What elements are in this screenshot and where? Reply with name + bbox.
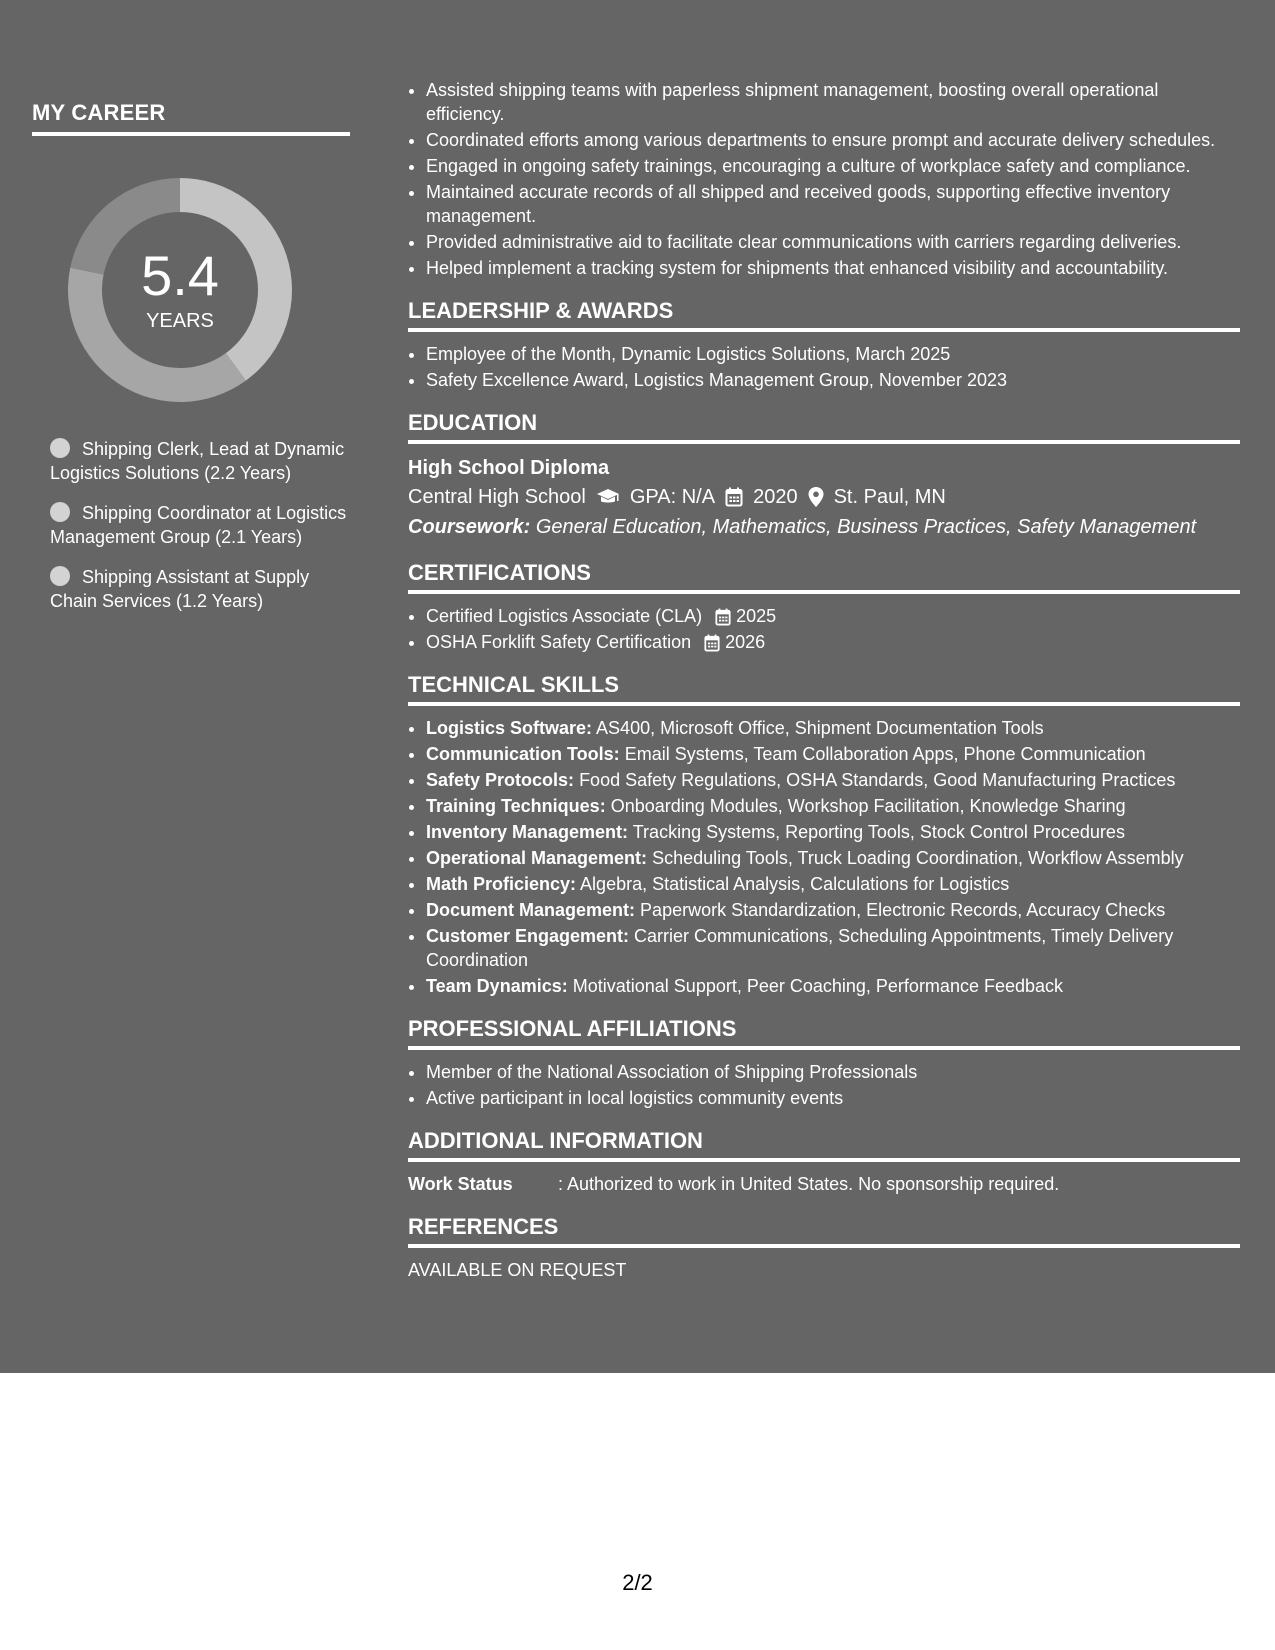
career-item: Shipping Clerk, Lead at Dynamic Logistics Solutions (2.2 Years)	[50, 439, 345, 483]
list-item: • Customer Engagement: Carrier Communications, Scheduling Appointments, Timely Delivery Coordination	[426, 924, 1240, 972]
education-gpa: GPA: N/A	[629, 486, 716, 508]
affiliations-heading: PROFESSIONAL AFFILIATIONS	[408, 1016, 1240, 1050]
list-item: • Inventory Management: Tracking Systems, Reporting Tools, Stock Control Procedures	[426, 820, 1240, 844]
education-heading: EDUCATION	[408, 410, 1240, 444]
certifications-heading: CERTIFICATIONS	[408, 560, 1240, 594]
coursework-label: Coursework:	[408, 516, 531, 538]
list-item: • Helped implement a tracking system for shipments that enhanced visibility and accountability.	[426, 256, 1240, 280]
career-list	[50, 437, 350, 629]
bullet-dot-icon	[50, 566, 70, 586]
coursework-value: General Education, Mathematics, Business Practices, Safety Management	[535, 516, 1197, 538]
map-pin-icon	[808, 487, 824, 507]
work-status-row	[408, 1172, 1240, 1196]
main-content	[408, 78, 1240, 1282]
list-item: • Maintained accurate records of all shipped and received goods, supporting effective inventory management.	[426, 180, 1240, 228]
list-item: • Provided administrative aid to facilitate clear communications with carriers regarding deliveries.	[426, 230, 1240, 254]
list-item: • Active participant in local logistics community events	[426, 1086, 1240, 1110]
calendar-icon	[725, 487, 743, 507]
affiliations-list	[408, 1060, 1240, 1110]
education-year: 2020	[753, 486, 798, 508]
list-item: • Document Management: Paperwork Standardization, Electronic Records, Accuracy Checks	[426, 898, 1240, 922]
career-total-unit: YEARS	[146, 309, 214, 332]
education-details	[408, 482, 1240, 512]
work-status-label: Work Status	[408, 1174, 513, 1194]
certifications-list	[408, 604, 1240, 654]
leadership-list	[408, 342, 1240, 392]
education-location: St. Paul, MN	[833, 486, 946, 508]
education-school: Central High School	[408, 486, 586, 508]
leadership-heading: LEADERSHIP & AWARDS	[408, 298, 1240, 332]
list-item: • Coordinated efforts among various departments to ensure prompt and accurate delivery schedules.	[426, 128, 1240, 152]
list-item: • Logistics Software: AS400, Microsoft Office, Shipment Documentation Tools	[426, 716, 1240, 740]
skills-list	[408, 716, 1240, 998]
references-heading: REFERENCES	[408, 1214, 1240, 1248]
calendar-icon	[704, 632, 725, 652]
list-item: • Assisted shipping teams with paperless shipment management, boosting overall operational efficiency.	[426, 78, 1240, 126]
bullet-dot-icon	[50, 502, 70, 522]
list-item: • Team Dynamics: Motivational Support, Peer Coaching, Performance Feedback	[426, 974, 1240, 998]
list-item: • Math Proficiency: Algebra, Statistical Analysis, Calculations for Logistics	[426, 872, 1240, 896]
career-item: Shipping Assistant at Supply Chain Services (1.2 Years)	[50, 567, 310, 611]
list-item: • Communication Tools: Email Systems, Team Collaboration Apps, Phone Communication	[426, 742, 1240, 766]
career-item: Shipping Coordinator at Logistics Management Group (2.1 Years)	[50, 503, 347, 547]
career-total-value: 5.4	[141, 243, 219, 307]
references-text: AVAILABLE ON REQUEST	[408, 1260, 627, 1280]
list-item: • Certified Logistics Associate (CLA) 2025	[426, 604, 1240, 628]
list-item: • Training Techniques: Onboarding Modules, Workshop Facilitation, Knowledge Sharing	[426, 794, 1240, 818]
list-item: • Operational Management: Scheduling Tools, Truck Loading Coordination, Workflow Assembly	[426, 846, 1240, 870]
education-degree: High School Diploma	[408, 457, 610, 479]
additional-heading: ADDITIONAL INFORMATION	[408, 1128, 1240, 1162]
list-item: • Safety Protocols: Food Safety Regulations, OSHA Standards, Good Manufacturing Practices	[426, 768, 1240, 792]
page-number: 2/2	[622, 1570, 653, 1595]
list-item: • OSHA Forklift Safety Certification 2026	[426, 630, 1240, 654]
bullet-dot-icon	[50, 438, 70, 458]
work-status-value: : Authorized to work in United States. No sponsorship required.	[558, 1174, 1060, 1194]
career-donut-chart	[64, 174, 296, 406]
list-item: • Engaged in ongoing safety trainings, encouraging a culture of workplace safety and compliance.	[426, 154, 1240, 178]
list-item: • Safety Excellence Award, Logistics Management Group, November 2023	[426, 368, 1240, 392]
career-heading: MY CAREER	[32, 100, 350, 136]
experience-bullets	[408, 78, 1240, 280]
education-coursework	[408, 512, 1240, 542]
skills-heading: TECHNICAL SKILLS	[408, 672, 1240, 706]
calendar-icon	[715, 606, 736, 626]
list-item: • Member of the National Association of Shipping Professionals	[426, 1060, 1240, 1084]
graduation-cap-icon	[596, 488, 620, 506]
list-item: • Employee of the Month, Dynamic Logistics Solutions, March 2025	[426, 342, 1240, 366]
